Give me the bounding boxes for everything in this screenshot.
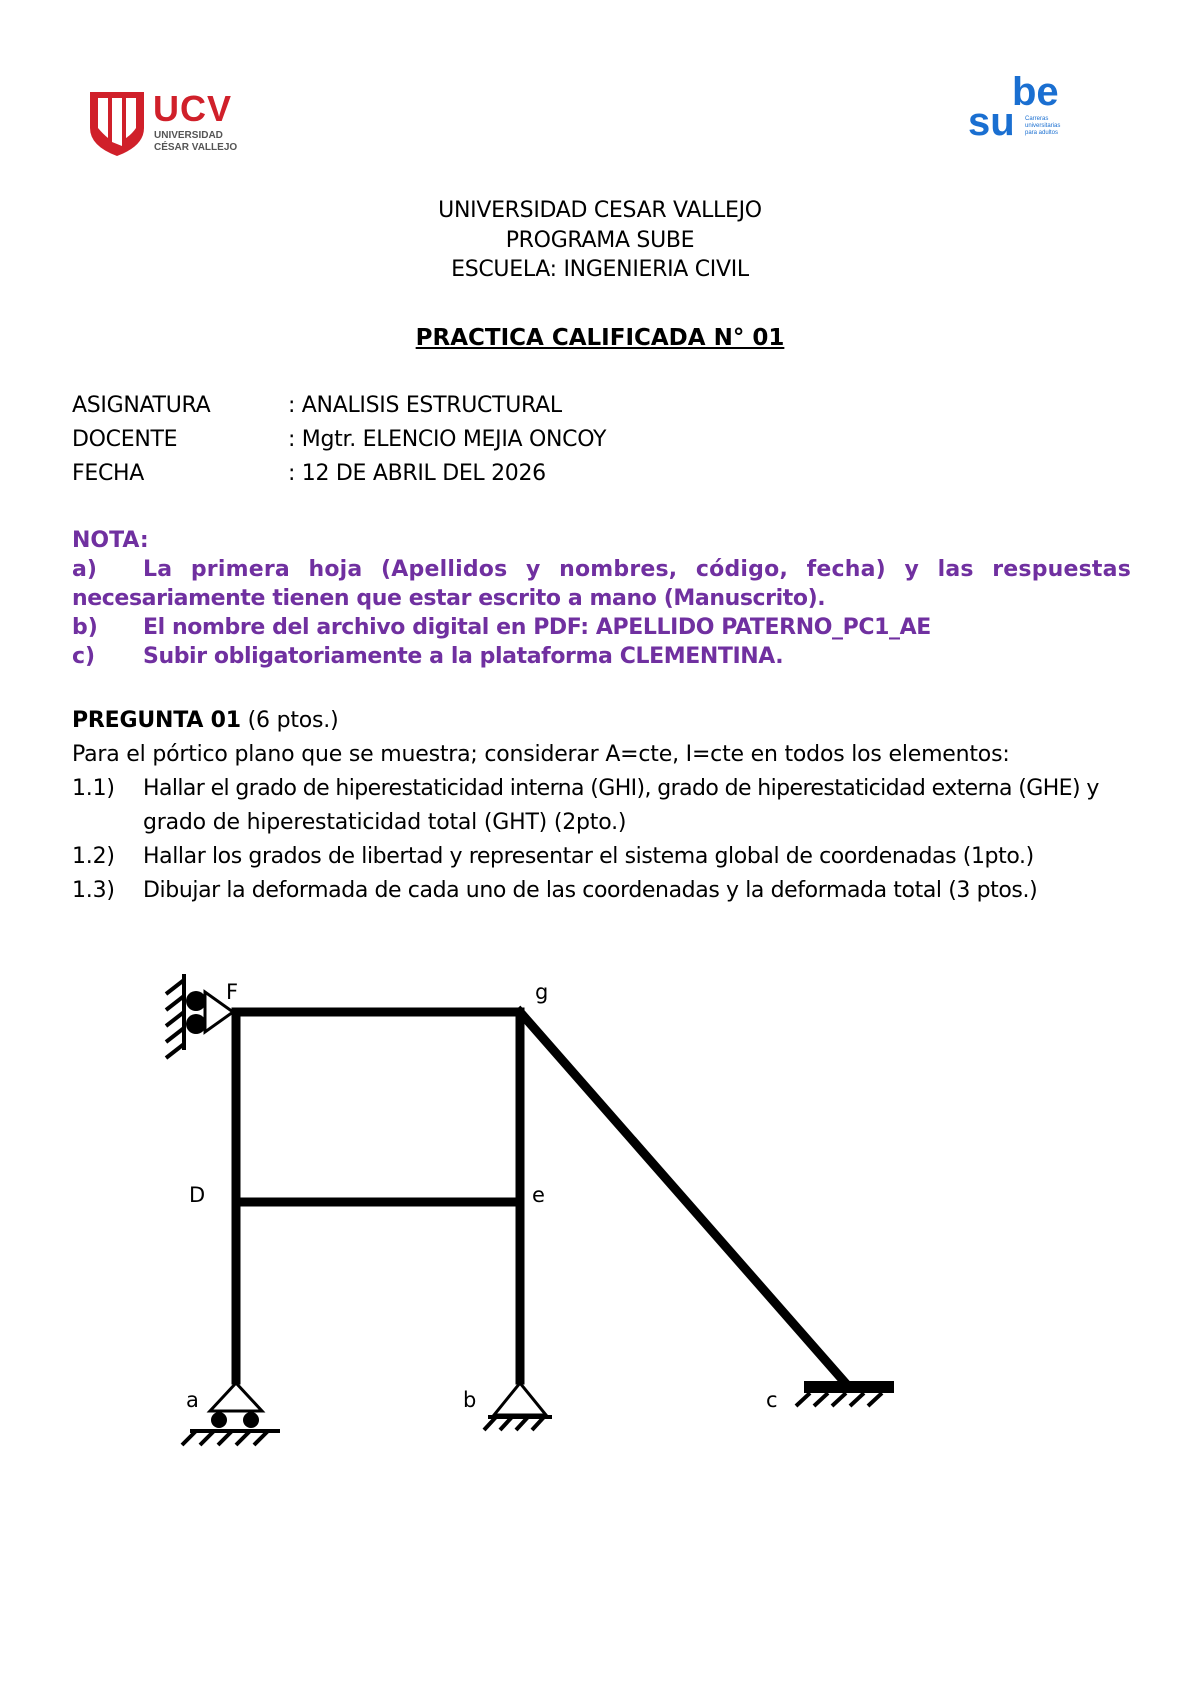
question-item-1-3-num: 1.3) — [72, 878, 115, 903]
header-university: UNIVERSIDAD CESAR VALLEJO — [438, 198, 762, 223]
node-label-e: e — [532, 1183, 545, 1207]
node-label-b: b — [463, 1388, 477, 1412]
meta-value-subject: : ANALISIS ESTRUCTURAL — [288, 393, 562, 418]
sube-be: be — [1012, 70, 1059, 114]
ucv-name: UCV — [153, 88, 233, 129]
nota-heading: NOTA: — [72, 528, 149, 553]
question-item-1-2-num: 1.2) — [72, 844, 115, 869]
support-b-pin-icon — [484, 1383, 552, 1430]
nota-b-text: El nombre del archivo digital en PDF: APELLIDO PATERNO_PC1_AE — [143, 615, 931, 640]
meta-label-teacher: DOCENTE — [72, 427, 178, 452]
question-heading: PREGUNTA 01 — [72, 708, 241, 733]
node-label-g: g — [535, 980, 549, 1004]
sube-tag1: Carreras — [1025, 116, 1049, 122]
nota-c-text: Subir obligatoriamente a la plataforma CLEMENTINA. — [143, 644, 784, 669]
node-label-a: a — [186, 1388, 199, 1412]
nota-b-marker: b) — [72, 615, 98, 640]
node-label-d: D — [189, 1183, 206, 1207]
node-label-c: c — [766, 1388, 778, 1412]
nota-a-text: La primera hoja (Apellidos y nombres, código, fecha) y las respuestas — [143, 557, 1131, 582]
question-item-1-1-text: Hallar el grado de hiperestaticidad interna (GHI), grado de hiperestaticidad externa (GHE) y — [143, 776, 1099, 801]
member-g-c — [520, 1012, 848, 1386]
meta-label-subject: ASIGNATURA — [72, 393, 211, 418]
ucv-line1: UNIVERSIDAD — [154, 130, 223, 141]
question-item-1-2-text: Hallar los grados de libertad y representar el sistema global de coordenadas (1pto.) — [143, 844, 1034, 869]
question-item-1-1-num: 1.1) — [72, 776, 115, 801]
sube-tag3: para adultos — [1025, 130, 1059, 136]
node-label-f: F — [226, 980, 239, 1004]
question-item-1-1-text-cont: grado de hiperestaticidad total (GHT) (2pto.) — [143, 810, 627, 835]
sube-su: su — [968, 100, 1015, 144]
ucv-line2: CÉSAR VALLEJO — [154, 142, 238, 153]
sube-tag2: universitarias — [1025, 123, 1061, 129]
question-points: (6 ptos.) — [247, 708, 339, 733]
support-c-fixed-icon — [796, 1381, 894, 1406]
meta-value-date: : 12 DE ABRIL DEL 2026 — [288, 461, 546, 486]
nota-a-marker: a) — [72, 557, 97, 582]
page-title: PRACTICA CALIFICADA N° 01 — [415, 325, 785, 351]
support-f-roller-icon — [166, 974, 233, 1058]
header-program: PROGRAMA SUBE — [505, 228, 695, 253]
nota-c-marker: c) — [72, 644, 96, 669]
question-intro: Para el pórtico plano que se muestra; considerar A=cte, I=cte en todos los elementos: — [72, 742, 1010, 767]
meta-label-date: FECHA — [72, 461, 145, 486]
meta-value-teacher: : Mgtr. ELENCIO MEJIA ONCOY — [288, 427, 607, 452]
header-school: ESCUELA: INGENIERIA CIVIL — [451, 257, 749, 282]
question-item-1-3-text: Dibujar la deformada de cada uno de las coordenadas y la deformada total (3 ptos.) — [143, 878, 1038, 903]
nota-a-text-cont: necesariamente tienen que estar escrito a mano (Manuscrito). — [72, 586, 826, 611]
